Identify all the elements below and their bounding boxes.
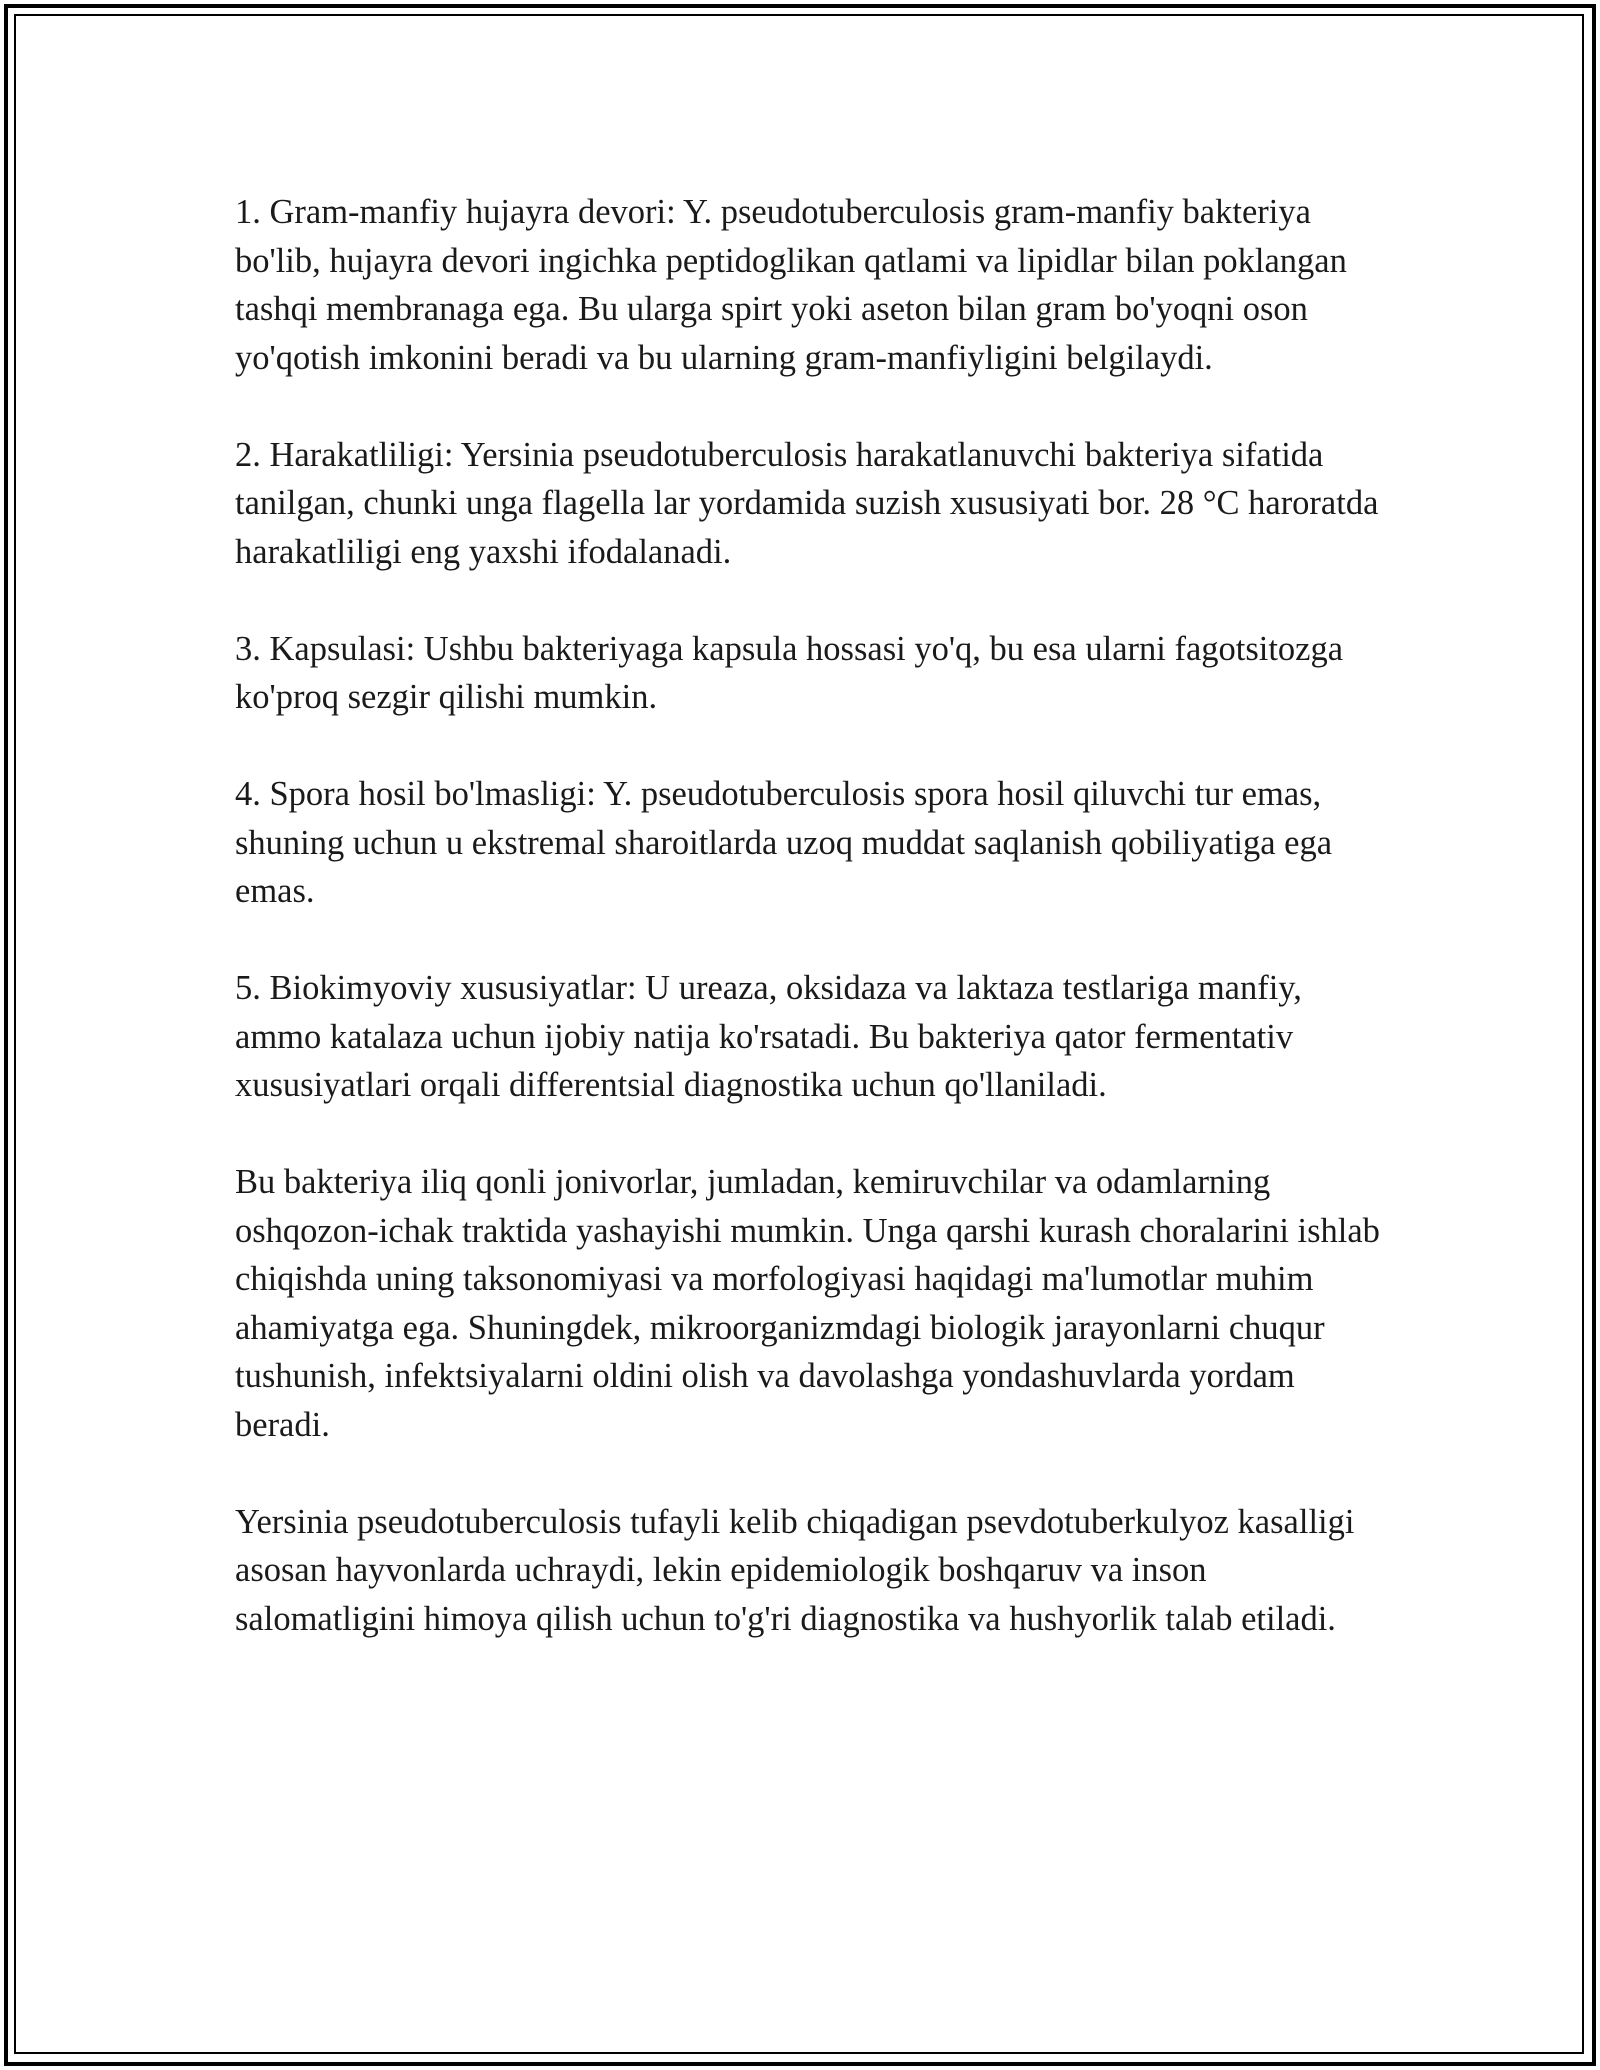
paragraph-biochemical-properties: 5. Biokimyoviy xususiyatlar: U ureaza, oksidaza va laktaza testlariga manfiy, ammo katalaza uchun ijobiy natija ko'rsatadi. Bu bakteriya qator fermentativ xususiyatlari orqali differentsial diagnostika uchun qo'llaniladi. xyxy=(235,969,1302,1104)
paragraph-motility: 2. Harakatliligi: Yersinia pseudotuberculosis harakatlanuvchi bakteriya sifatida tanilgan, chunki unga flagella lar yordamida suzish xususiyati bor. 28 °C haroratda harakatliligi eng yaxshi ifodalanadi. xyxy=(235,435,1379,571)
paragraph-pseudotuberculosis-disease: Yersinia pseudotuberculosis tufayli kelib chiqadigan psevdotuberkulyoz kasalligi asosan hayvonlarda uchraydi, lekin epidemiologik boshqaruv va inson salomatligini himoya qilish uchun to'g'ri diagnostika va hushyorlik talab etiladi. xyxy=(235,1502,1355,1638)
paragraph-non-spore-forming: 4. Spora hosil bo'lmasligi: Y. pseudotuberculosis spora hosil qiluvchi tur emas, shuning uchun u ekstremal sharoitlarda uzoq muddat saqlanish qobiliyatiga ega emas. xyxy=(235,775,1333,910)
paragraph-capsule: 3. Kapsulasi: Ushbu bakteriyaga kapsula hossasi yo'q, bu esa ularni fagotsitozga ko'proq sezgir qilishi mumkin. xyxy=(235,629,1344,716)
paragraph-gram-negative-cell-wall: 1. Gram-manfiy hujayra devori: Y. pseudotuberculosis gram-manfiy bakteriya bo'lib, hujayra devori ingichka peptidoglikan qatlami va lipidlar bilan poklangan tashqi membranaga ega. Bu ularga spirt yoki aseton bilan gram bo'yoqni oson yo'qotish imkonini beradi va bu ularning gram-manfiyligini belgilaydi. xyxy=(235,193,1347,377)
paragraph-habitat-significance: Bu bakteriya iliq qonli jonivorlar, jumladan, kemiruvchilar va odamlarning oshqozon-ichak traktida yashayishi mumkin. Unga qarshi kurash choralarini ishlab chiqishda uning taksonomiyasi va morfologiyasi haqidagi ma'lumotlar muhim ahamiyatga ega. Shuningdek, mikroorganizmdagi biologik jarayonlarni chuqur tushunish, infektsiyalarni oldini olish va davolashga yondashuvlarda yordam beradi. xyxy=(235,1163,1380,1444)
document-body xyxy=(235,188,1385,1643)
